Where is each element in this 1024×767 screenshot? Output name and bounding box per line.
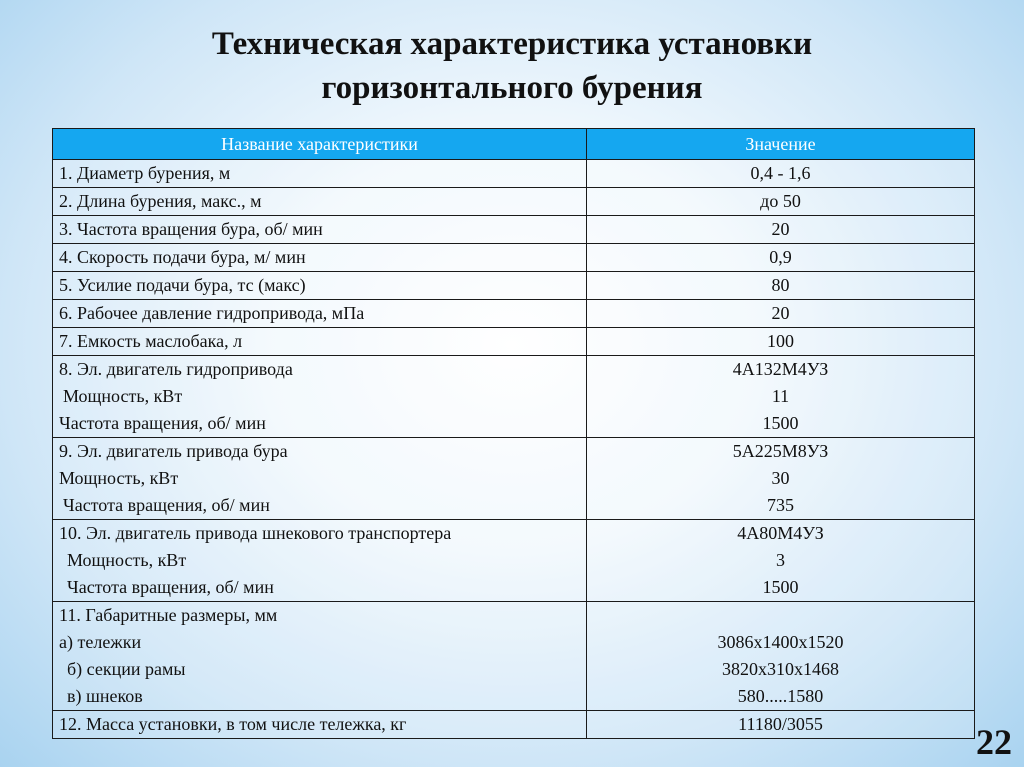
row-name: 2. Длина бурения, макс., м xyxy=(53,188,587,216)
table-row xyxy=(53,160,975,188)
table-row xyxy=(53,272,975,300)
row-name: 6. Рабочее давление гидропривода, мПа xyxy=(53,300,587,328)
row-name-line: Частота вращения, об/ мин xyxy=(67,577,274,597)
table-row-motor-drill xyxy=(53,438,975,520)
row-value-line: 1500 xyxy=(762,413,799,433)
table-row xyxy=(53,300,975,328)
row-value-line: 735 xyxy=(767,495,794,515)
row-value xyxy=(587,438,975,520)
table-row-motor-hydraulic xyxy=(53,356,975,438)
row-value: 11180/3055 xyxy=(587,711,975,739)
row-name xyxy=(53,438,587,520)
row-name-line: Мощность, кВт xyxy=(63,386,183,406)
row-name-line: Частота вращения, об/ мин xyxy=(59,413,266,433)
row-value-line: 30 xyxy=(771,468,790,488)
title-line-2: горизонтального бурения xyxy=(321,70,703,106)
row-value-line: 4А132М4УЗ xyxy=(732,359,829,379)
row-value-line: 1500 xyxy=(762,577,799,597)
row-value-line: 3 xyxy=(776,550,785,570)
row-name xyxy=(53,602,587,711)
table-row-motor-conveyor xyxy=(53,520,975,602)
row-name-line: Частота вращения, об/ мин xyxy=(63,495,270,515)
row-name: 7. Емкость маслобака, л xyxy=(53,328,587,356)
row-name: 1. Диаметр бурения, м xyxy=(53,160,587,188)
row-name: 12. Масса установки, в том числе тележка, кг xyxy=(53,711,587,739)
table-header-row xyxy=(53,129,975,160)
header-value: Значение xyxy=(587,129,975,160)
row-name: 5. Усилие подачи бура, тс (макс) xyxy=(53,272,587,300)
row-value-line: 11 xyxy=(771,386,790,406)
row-value: 0,4 - 1,6 xyxy=(587,160,975,188)
row-name xyxy=(53,356,587,438)
row-name xyxy=(53,520,587,602)
row-value-line: 3086х1400х1520 xyxy=(717,632,844,652)
row-name-line: 9. Эл. двигатель привода бура xyxy=(59,441,288,461)
row-value xyxy=(587,356,975,438)
row-value xyxy=(587,602,975,711)
row-name-line: а) тележки xyxy=(59,632,142,652)
slide-title xyxy=(0,22,1024,110)
header-name: Название характеристики xyxy=(53,129,587,160)
table-row xyxy=(53,328,975,356)
spec-table xyxy=(52,128,975,739)
row-name: 4. Скорость подачи бура, м/ мин xyxy=(53,244,587,272)
page-number: 22 xyxy=(976,722,1012,762)
row-value: 80 xyxy=(587,272,975,300)
row-value: 20 xyxy=(587,300,975,328)
row-value: 0,9 xyxy=(587,244,975,272)
row-value: до 50 xyxy=(587,188,975,216)
table-row-mass xyxy=(53,711,975,739)
row-name-line: Мощность, кВт xyxy=(59,468,179,488)
title-line-1: Техническая характеристика установки xyxy=(211,26,813,62)
table-row-dimensions xyxy=(53,602,975,711)
row-name: 3. Частота вращения бура, об/ мин xyxy=(53,216,587,244)
table-row xyxy=(53,244,975,272)
row-value: 100 xyxy=(587,328,975,356)
row-value-line xyxy=(593,602,968,629)
row-value-line: 3820х310х1468 xyxy=(722,659,839,679)
row-name-line: 8. Эл. двигатель гидропривода xyxy=(59,359,293,379)
row-name-line: Мощность, кВт xyxy=(67,550,187,570)
row-name-line: 10. Эл. двигатель привода шнекового транспортера xyxy=(59,523,452,543)
table-row xyxy=(53,188,975,216)
row-name-line: б) секции рамы xyxy=(67,659,186,679)
row-name-line: в) шнеков xyxy=(67,686,143,706)
row-value: 20 xyxy=(587,216,975,244)
table-row xyxy=(53,216,975,244)
row-value xyxy=(587,520,975,602)
row-value-line: 4А80М4УЗ xyxy=(737,523,824,543)
row-name-line: 11. Габаритные размеры, мм xyxy=(59,605,278,625)
row-value-line: 580.....1580 xyxy=(737,686,824,706)
row-value-line: 5А225М8УЗ xyxy=(732,441,829,461)
